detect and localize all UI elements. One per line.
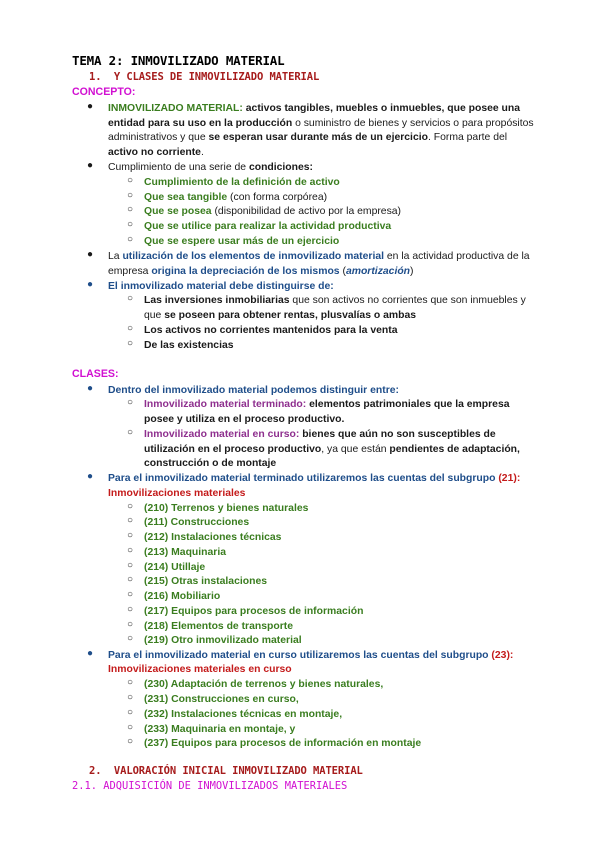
paragraph-line: empresa origina la depreciación de los mismos (amortización): [108, 266, 414, 277]
subsection-2-1-heading: 2.1. ADQUISICIÓN DE INMOVILIZADOS MATERIALES: [72, 780, 348, 792]
account-item: ○ (233) Maquinaria en montaje, y: [127, 722, 296, 735]
list-item: ● La utilización de los elementos de inmovilizado material en la actividad productiva de la: [87, 249, 530, 262]
list-item: ○ Cumplimiento de la definición de activo: [127, 175, 340, 188]
section-2-number: 2.: [89, 765, 102, 777]
list-item: ● Para el inmovilizado material en curso utilizaremos las cuentas del subgrupo (23):: [87, 648, 514, 661]
list-item: ● Cumplimiento de una serie de condiciones:: [87, 160, 314, 173]
circle-bullet-icon: ○: [127, 293, 134, 304]
bullet-icon: ●: [87, 160, 94, 171]
section-1-heading: [89, 71, 319, 83]
paragraph-line: que se poseen para obtener rentas, plusvalías o ambas: [144, 310, 417, 321]
circle-bullet-icon: ○: [127, 234, 134, 245]
list-item: ○ Los activos no corrientes mantenidos para la venta: [127, 323, 398, 336]
section-1-number: 1.: [89, 71, 102, 83]
account-item: ○ (210) Terrenos y bienes naturales: [127, 501, 309, 514]
circle-bullet-icon: ○: [127, 323, 134, 334]
bullet-icon: ●: [87, 101, 94, 112]
circle-bullet-icon: ○: [127, 338, 134, 349]
list-item: ● El inmovilizado material debe distinguirse de:: [87, 279, 334, 292]
circle-bullet-icon: ○: [127, 501, 134, 512]
account-item: ○ (216) Mobiliario: [127, 589, 221, 602]
paragraph-line: construcción o de montaje: [144, 458, 277, 469]
circle-bullet-icon: ○: [127, 604, 134, 615]
paragraph-line: Inmovilizaciones materiales en curso: [108, 664, 292, 675]
circle-bullet-icon: ○: [127, 530, 134, 541]
list-item: ○ Las inversiones inmobiliarias que son activos no corrientes que son inmuebles y: [127, 293, 526, 306]
paragraph-line: entidad para su uso en la producción o suministro de bienes y servicios o para propósitos: [108, 118, 534, 129]
bullet-icon: ●: [87, 249, 94, 260]
list-item: ○ Que sea tangible (con forma corpórea): [127, 190, 328, 203]
account-item: ○ (215) Otras instalaciones: [127, 574, 268, 587]
paragraph-line: Inmovilizaciones materiales: [108, 488, 246, 499]
bullet-icon: ●: [87, 471, 94, 482]
paragraph-line: activo no corriente.: [108, 147, 204, 158]
circle-bullet-icon: ○: [127, 190, 134, 201]
section-2-text: VALORACIÓN INICIAL INMOVILIZADO MATERIAL: [113, 765, 363, 777]
paragraph-line: posee y utiliza en el proceso productivo.: [144, 414, 345, 425]
list-item: ○ Que se espere usar más de un ejercicio: [127, 234, 340, 247]
list-item: ● Para el inmovilizado material terminado utilizaremos las cuentas del subgrupo (21):: [87, 471, 521, 484]
concepto-label: CONCEPTO:: [72, 86, 136, 98]
list-item: ○ Inmovilizado material terminado: elementos patrimoniales que la empresa: [127, 397, 510, 410]
circle-bullet-icon: ○: [127, 619, 134, 630]
circle-bullet-icon: ○: [127, 560, 134, 571]
circle-bullet-icon: ○: [127, 427, 134, 438]
circle-bullet-icon: ○: [127, 589, 134, 600]
page-title: TEMA 2: INMOVILIZADO MATERIAL: [72, 53, 285, 68]
bullet-icon: ●: [87, 383, 94, 394]
list-item: ○ Que se utilice para realizar la actividad productiva: [127, 219, 392, 232]
account-item: ○ (211) Construcciones: [127, 515, 250, 528]
circle-bullet-icon: ○: [127, 707, 134, 718]
circle-bullet-icon: ○: [127, 545, 134, 556]
circle-bullet-icon: ○: [127, 722, 134, 733]
account-item: ○ (217) Equipos para procesos de información: [127, 604, 364, 617]
account-item: ○ (219) Otro inmovilizado material: [127, 633, 302, 646]
circle-bullet-icon: ○: [127, 397, 134, 408]
section-1-text: Y CLASES DE INMOVILIZADO MATERIAL: [113, 71, 320, 83]
section-2-heading: [89, 765, 363, 777]
circle-bullet-icon: ○: [127, 219, 134, 230]
circle-bullet-icon: ○: [127, 736, 134, 747]
account-item: ○ (212) Instalaciones técnicas: [127, 530, 282, 543]
account-item: ○ (218) Elementos de transporte: [127, 619, 293, 632]
circle-bullet-icon: ○: [127, 633, 134, 644]
paragraph-line: administrativos y que se esperan usar durante más de un ejercicio. Forma parte del: [108, 132, 508, 143]
circle-bullet-icon: ○: [127, 574, 134, 585]
list-item: ○ Que se posea (disponibilidad de activo por la empresa): [127, 204, 402, 217]
clases-label: CLASES:: [72, 368, 119, 380]
list-item: ○ Inmovilizado material en curso: bienes que aún no son susceptibles de: [127, 427, 496, 440]
list-item: ○ De las existencias: [127, 338, 234, 351]
account-item: ○ (213) Maquinaria: [127, 545, 226, 558]
account-item: ○ (237) Equipos para procesos de información en montaje: [127, 736, 422, 749]
circle-bullet-icon: ○: [127, 515, 134, 526]
circle-bullet-icon: ○: [127, 204, 134, 215]
circle-bullet-icon: ○: [127, 175, 134, 186]
circle-bullet-icon: ○: [127, 692, 134, 703]
paragraph-line: utilización en el proceso productivo, ya que están pendientes de adaptación,: [144, 444, 520, 455]
list-item: ● Dentro del inmovilizado material podemos distinguir entre:: [87, 383, 399, 396]
bullet-icon: ●: [87, 279, 94, 290]
bullet-icon: ●: [87, 648, 94, 659]
circle-bullet-icon: ○: [127, 677, 134, 688]
account-item: ○ (214) Utillaje: [127, 560, 206, 573]
account-item: ○ (231) Construcciones en curso,: [127, 692, 299, 705]
account-item: ○ (232) Instalaciones técnicas en montaje,: [127, 707, 343, 720]
account-item: ○ (230) Adaptación de terrenos y bienes naturales,: [127, 677, 384, 690]
list-item: ● INMOVILIZADO MATERIAL: activos tangibles, muebles o inmuebles, que posee una: [87, 101, 521, 114]
